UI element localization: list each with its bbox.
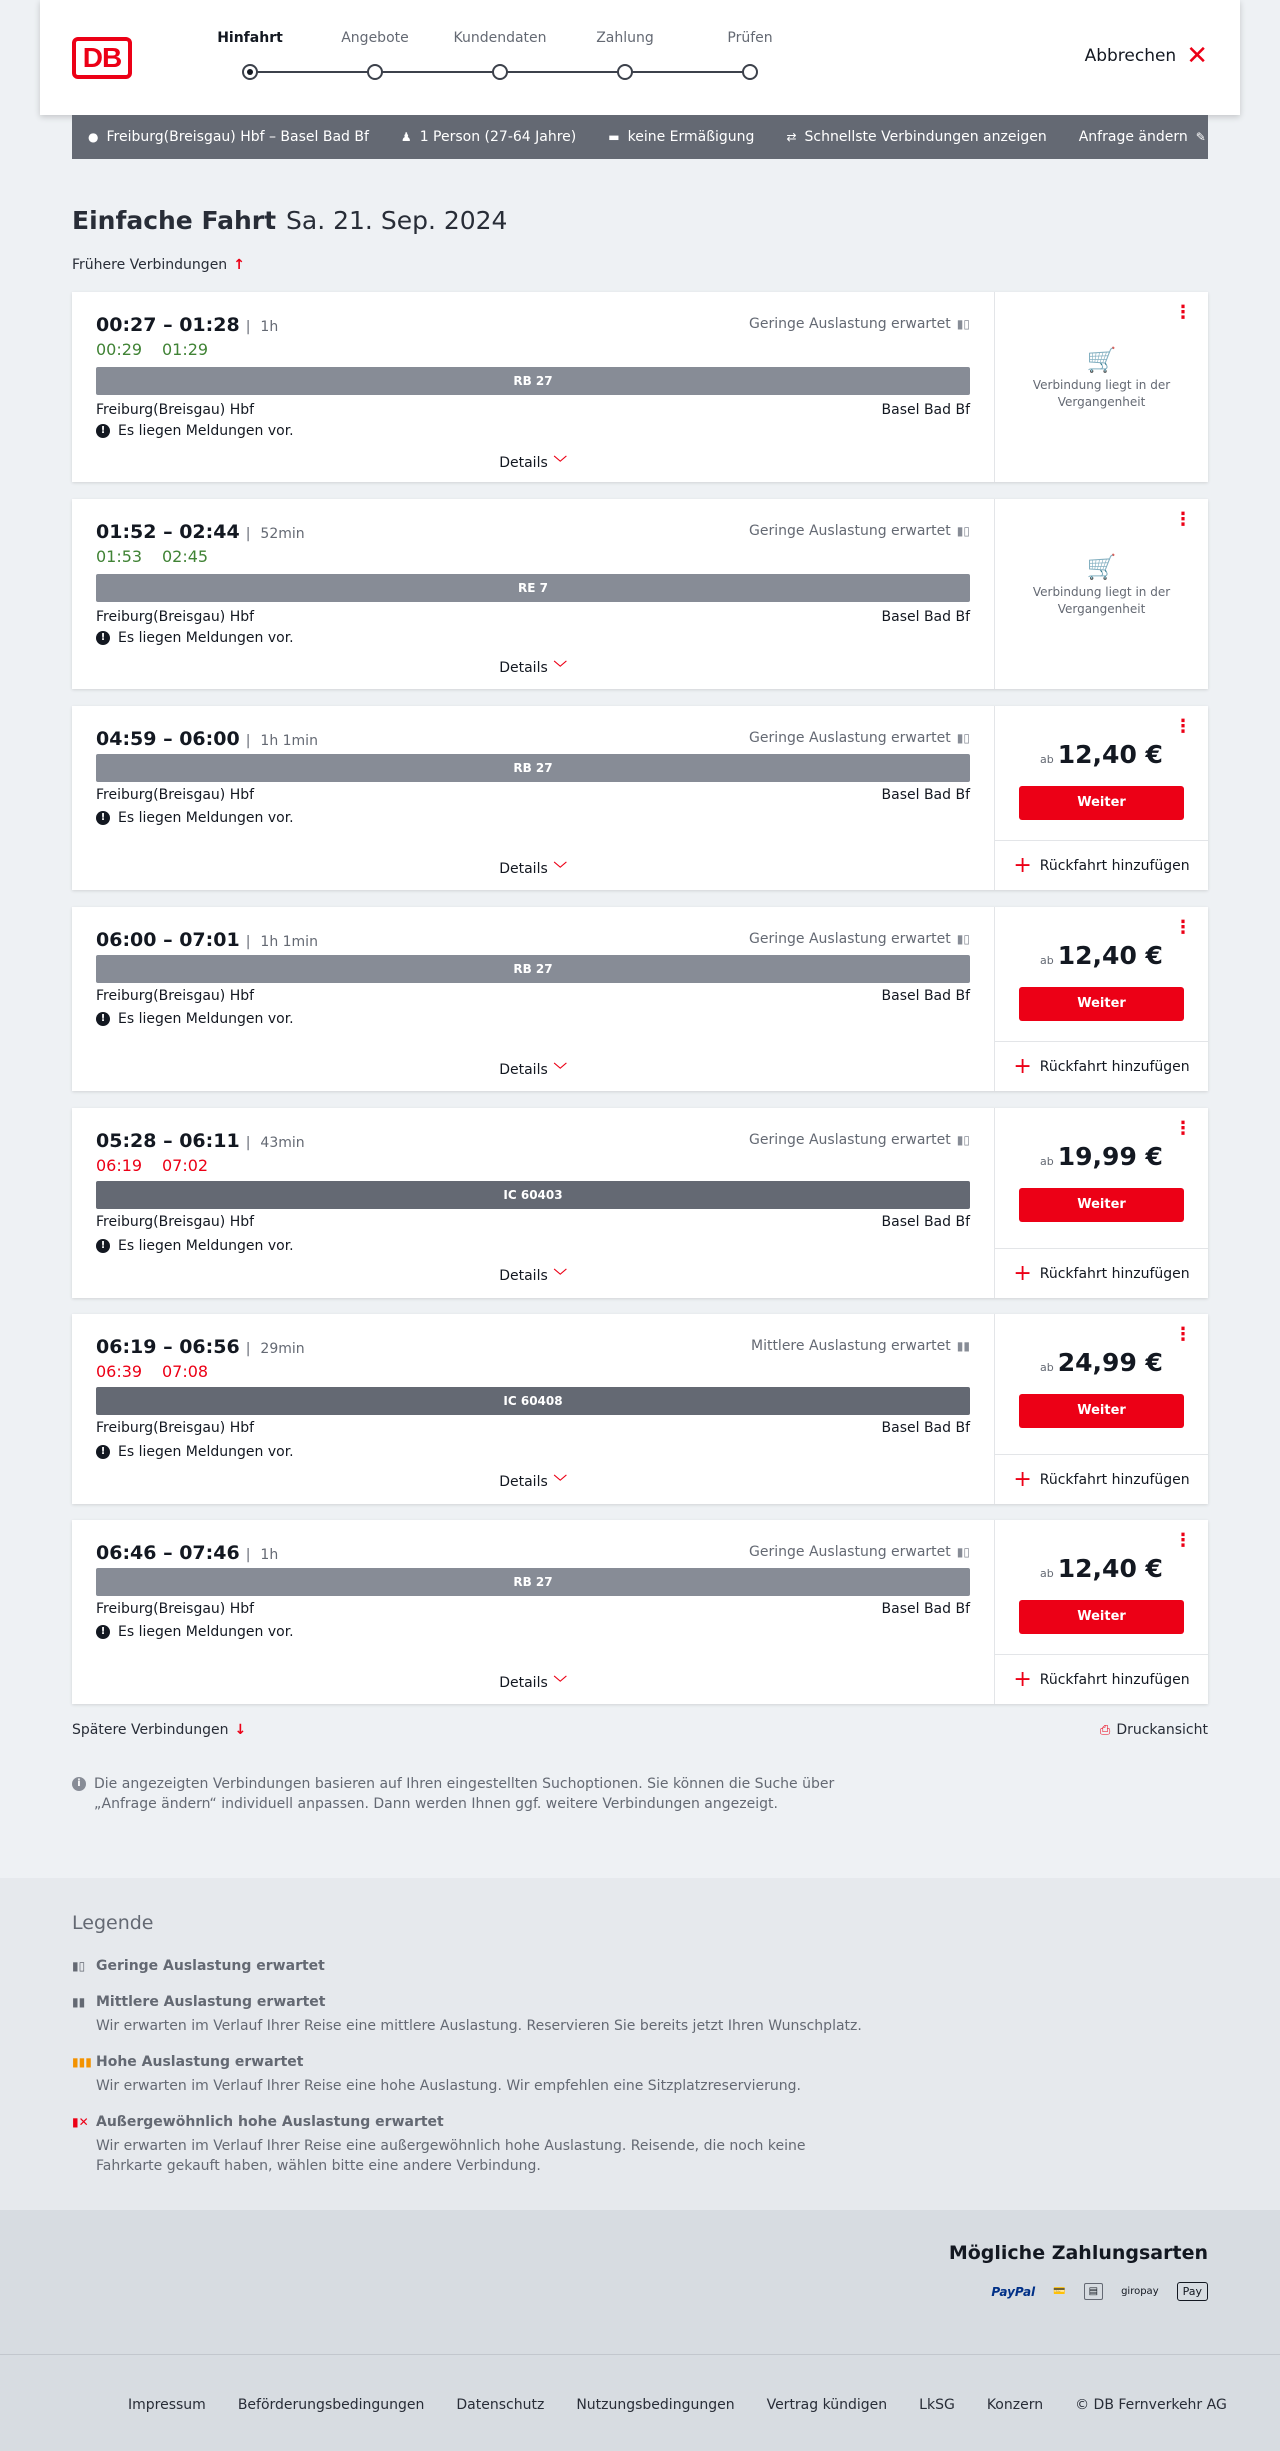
details-label: Details [499, 1268, 548, 1284]
add-return-label: Rückfahrt hinzufügen [1039, 1471, 1190, 1488]
route-summary [88, 129, 369, 145]
train-bar: RB 27 [96, 367, 970, 395]
more-menu-icon[interactable]: ⋮ [1174, 1530, 1192, 1551]
legend-item-low [72, 1958, 872, 1974]
times-text: 04:59 – 06:00 [96, 728, 240, 750]
chevron-down-icon: ﹀ [553, 862, 567, 877]
cancel-button[interactable] [1084, 41, 1208, 71]
price-prefix: ab [1040, 1155, 1054, 1168]
person-icon: ♟ [400, 130, 412, 144]
print-view-link[interactable] [1100, 1722, 1208, 1738]
info-text: Die angezeigten Verbindungen basieren auf Ihren eingestellten Suchoptionen. Sie können die Suche über „Anfrage ändern“ individuell anpassen. Dann werden Ihnen ggf. weitere Verbindungen angezeigt. [94, 1776, 835, 1812]
from-station: Freiburg(Breisgau) Hbf [96, 1214, 255, 1230]
add-return-label: Rückfahrt hinzufügen [1039, 1671, 1190, 1688]
footer-link-datenschutz[interactable]: Datenschutz [456, 2397, 545, 2413]
connection-info [72, 907, 994, 1091]
realtime-times [96, 1156, 228, 1175]
price-prefix: ab [1040, 1361, 1054, 1374]
load-text: Geringe Auslastung erwartet [749, 1132, 951, 1148]
to-station: Basel Bad Bf [881, 787, 970, 803]
occupancy-high-icon: ▮▮▮ [72, 2055, 92, 2069]
step-label: Angebote [341, 30, 409, 46]
step-dot [742, 64, 758, 80]
notice-text: Es liegen Meldungen vor. [118, 810, 294, 826]
stations [96, 988, 970, 1004]
plus-icon: + [1013, 1466, 1032, 1492]
alert-icon: ! [96, 1239, 110, 1253]
price-prefix: ab [1040, 1567, 1054, 1580]
connection-offer [994, 292, 1208, 482]
arrow-up-icon: ↑ [233, 257, 245, 273]
price [995, 740, 1208, 769]
step-dot [367, 64, 383, 80]
load-text: Geringe Auslastung erwartet [749, 1544, 951, 1560]
chevron-down-icon: ﹀ [553, 1676, 567, 1691]
legend-item-desc: Wir erwarten im Verlauf Ihrer Reise eine hohe Auslastung. Wir empfehlen eine Sitzplatzreservierung. [96, 2078, 801, 2094]
legend-item-desc: Wir erwarten im Verlauf Ihrer Reise eine außergewöhnlich hohe Auslastung. Reisende, die noch keine Fahrkarte gekauft haben, wählen bitte eine andere Verbindung. [96, 2138, 806, 2174]
realtime-arrival: 07:08 [162, 1362, 209, 1381]
step-pruefen [695, 28, 805, 80]
connection-times [96, 929, 318, 951]
alert-icon: ! [96, 424, 110, 438]
chevron-down-icon: ﹀ [553, 1475, 567, 1490]
notice-text: Es liegen Meldungen vor. [118, 423, 294, 439]
past-connection [995, 346, 1208, 411]
earlier-label: Frühere Verbindungen [72, 257, 228, 273]
load-indicator [749, 1132, 970, 1148]
discount-text: keine Ermäßigung [627, 129, 755, 145]
add-return-button[interactable] [995, 1654, 1208, 1704]
cart-disabled-icon: 🛒 [1086, 553, 1117, 581]
add-return-label: Rückfahrt hinzufügen [1039, 1058, 1190, 1075]
load-indicator [751, 1338, 970, 1354]
payment-section [0, 2210, 1280, 2354]
connection-info [72, 1108, 994, 1298]
connection-card [72, 1108, 1208, 1298]
times-text: 05:28 – 06:11 [96, 1130, 240, 1152]
price-value: 12,40 € [1057, 941, 1163, 970]
load-indicator [749, 523, 970, 539]
close-icon: ✕ [1186, 41, 1208, 71]
price-value: 19,99 € [1057, 1142, 1163, 1171]
legend-item-extreme [72, 2114, 872, 2176]
times-text: 06:19 – 06:56 [96, 1336, 240, 1358]
realtime-departure: 01:53 [96, 547, 143, 566]
stations [96, 1420, 970, 1436]
add-return-button[interactable] [995, 1041, 1208, 1091]
price [995, 1554, 1208, 1583]
stations [96, 787, 970, 803]
duration: | 29min [246, 1341, 305, 1357]
step-angebote [320, 28, 430, 80]
chevron-down-icon: ﹀ [553, 1063, 567, 1078]
connection-offer [994, 1108, 1208, 1298]
legend-item-title: Außergewöhnlich hohe Auslastung erwartet [96, 2114, 444, 2130]
connection-card [72, 1314, 1208, 1504]
legend-item-desc: Wir erwarten im Verlauf Ihrer Reise eine mittlere Auslastung. Reservieren Sie bereits jetzt Ihren Wunschplatz. [96, 2018, 862, 2034]
occupancy-low-icon: ▮▯ [956, 932, 970, 946]
chevron-down-icon: ﹀ [553, 661, 567, 676]
step-dot [617, 64, 633, 80]
occupancy-medium-icon: ▮▮ [72, 1995, 86, 2009]
from-station: Freiburg(Breisgau) Hbf [96, 787, 255, 803]
realtime-arrival: 01:29 [162, 340, 209, 359]
past-connection [995, 553, 1208, 618]
continue-button[interactable]: Weiter [1019, 1600, 1184, 1634]
chevron-down-icon: ﹀ [553, 456, 567, 471]
apple-pay-label: Pay [1182, 2285, 1202, 2298]
notice [96, 1011, 294, 1027]
details-toggle[interactable] [72, 858, 994, 877]
apple-pay-icon [1177, 2282, 1208, 2301]
chevron-down-icon: ﹀ [553, 1269, 567, 1284]
plus-icon: + [1013, 1666, 1032, 1692]
to-station: Basel Bad Bf [881, 988, 970, 1004]
connection-times [96, 1542, 278, 1564]
footer-link-konzern[interactable]: Konzern [986, 2397, 1044, 2413]
sepa-icon: ▤ [1084, 2283, 1103, 2300]
connection-card [72, 907, 1208, 1091]
details-toggle[interactable] [72, 452, 994, 471]
plus-icon: + [1013, 1260, 1032, 1286]
load-indicator [749, 1544, 970, 1560]
stations [96, 609, 970, 625]
trip-date: Sa. 21. Sep. 2024 [286, 206, 508, 235]
load-text: Geringe Auslastung erwartet [749, 316, 951, 332]
footer-copyright: © DB Fernverkehr AG [1075, 2397, 1227, 2413]
to-station: Basel Bad Bf [881, 1601, 970, 1617]
times-text: 01:52 – 02:44 [96, 521, 240, 543]
footer [0, 2354, 1280, 2451]
more-menu-icon[interactable]: ⋮ [1174, 1324, 1192, 1345]
duration: | 52min [246, 526, 305, 542]
details-label: Details [499, 1474, 548, 1490]
step-dot [492, 64, 508, 80]
legend-item-title: Geringe Auslastung erwartet [96, 1958, 325, 1974]
load-text: Geringe Auslastung erwartet [749, 931, 951, 947]
times-text: 06:00 – 07:01 [96, 929, 240, 951]
add-return-button[interactable] [995, 1454, 1208, 1504]
occupancy-low-icon: ▮▯ [956, 1545, 970, 1559]
price-prefix: ab [1040, 753, 1054, 766]
step-label: Kundendaten [453, 30, 547, 46]
step-dot [242, 64, 258, 80]
payment-title: Mögliche Zahlungsarten [948, 2242, 1208, 2264]
step-kundendaten [445, 28, 555, 80]
occupancy-low-icon: ▮▯ [956, 317, 970, 331]
details-label: Details [499, 861, 548, 877]
giropay-icon [1121, 2286, 1159, 2297]
connection-offer [994, 706, 1208, 890]
realtime-times [96, 1362, 228, 1381]
connection-offer [994, 1314, 1208, 1504]
price [995, 1142, 1208, 1171]
legend-item-title: Hohe Auslastung erwartet [96, 2054, 304, 2070]
notice [96, 630, 294, 646]
load-indicator [749, 730, 970, 746]
price-value: 12,40 € [1057, 740, 1163, 769]
connection-offer [994, 499, 1208, 689]
realtime-times [96, 340, 228, 359]
realtime-departure: 06:39 [96, 1362, 143, 1381]
travellers-text: 1 Person (27-64 Jahre) [419, 129, 577, 145]
edit-search-label: Anfrage ändern [1078, 129, 1188, 145]
occupancy-low-icon: ▮▯ [72, 1959, 86, 1973]
stations [96, 402, 970, 418]
discount-summary [608, 129, 754, 145]
load-indicator [749, 316, 970, 332]
more-menu-icon[interactable]: ⋮ [1174, 509, 1192, 530]
option-text: Schnellste Verbindungen anzeigen [804, 129, 1047, 145]
occupancy-low-icon: ▮▯ [956, 731, 970, 745]
notice-text: Es liegen Meldungen vor. [118, 1444, 294, 1460]
times-text: 00:27 – 01:28 [96, 314, 240, 336]
progress-steps [210, 28, 790, 88]
cart-disabled-icon: 🛒 [1086, 346, 1117, 374]
connection-info [72, 706, 994, 890]
connection-times [96, 1336, 305, 1358]
stations [96, 1214, 970, 1230]
more-menu-icon[interactable]: ⋮ [1174, 917, 1192, 938]
notice [96, 423, 294, 439]
legend-item-title: Mittlere Auslastung erwartet [96, 1994, 326, 2010]
price-value: 12,40 € [1057, 1554, 1163, 1583]
times-text: 06:46 – 07:46 [96, 1542, 240, 1564]
legend-section [0, 1878, 1280, 2210]
notice-text: Es liegen Meldungen vor. [118, 1624, 294, 1640]
step-label: Hinfahrt [217, 30, 283, 46]
price-value: 24,99 € [1057, 1348, 1163, 1377]
from-station: Freiburg(Breisgau) Hbf [96, 1420, 255, 1436]
header [40, 0, 1240, 115]
connection-times [96, 314, 278, 336]
train-bar: RB 27 [96, 1568, 970, 1596]
alert-icon: ! [96, 1445, 110, 1459]
footer-link-nutzungsbedingungen[interactable]: Nutzungsbedingungen [576, 2397, 735, 2413]
connection-times [96, 521, 305, 543]
legend-item-medium [72, 1994, 872, 2036]
details-toggle[interactable] [72, 1265, 994, 1284]
footer-link-impressum[interactable]: Impressum [128, 2397, 206, 2413]
footer-links [128, 2397, 1227, 2413]
realtime-departure: 06:19 [96, 1156, 143, 1175]
past-text: Verbindung liegt in der Vergangenheit [1032, 585, 1171, 616]
cancel-label: Abbrechen [1084, 46, 1177, 66]
add-return-label: Rückfahrt hinzufügen [1039, 1265, 1190, 1282]
add-return-label: Rückfahrt hinzufügen [1039, 857, 1190, 874]
later-connections-link[interactable] [72, 1722, 246, 1738]
legend-item-high [72, 2054, 872, 2096]
more-menu-icon[interactable]: ⋮ [1174, 716, 1192, 737]
footer-link-befoerderungsbedingungen[interactable]: Beförderungsbedingungen [237, 2397, 425, 2413]
pencil-icon: ✎ [1195, 130, 1206, 144]
connection-offer [994, 1520, 1208, 1704]
print-label: Druckansicht [1116, 1722, 1208, 1738]
alert-icon: ! [96, 1012, 110, 1026]
details-toggle[interactable] [72, 657, 994, 676]
card-icon: ▬ [608, 130, 620, 144]
location-pin-icon: ● [88, 130, 99, 144]
to-station: Basel Bad Bf [881, 609, 970, 625]
option-summary [786, 129, 1046, 145]
duration: | 43min [246, 1135, 305, 1151]
notice [96, 810, 294, 826]
payment-methods [991, 2282, 1208, 2301]
notice [96, 1624, 294, 1640]
load-text: Mittlere Auslastung erwartet [750, 1338, 951, 1354]
add-return-button[interactable] [995, 840, 1208, 890]
more-menu-icon[interactable]: ⋮ [1174, 1118, 1192, 1139]
db-logo[interactable]: DB [72, 37, 132, 79]
arrow-down-icon: ↓ [234, 1722, 247, 1738]
details-label: Details [499, 455, 548, 471]
details-label: Details [499, 1062, 548, 1078]
occupancy-extreme-icon: ▮✕ [72, 2115, 89, 2129]
to-station: Basel Bad Bf [881, 1420, 970, 1436]
to-station: Basel Bad Bf [881, 1214, 970, 1230]
notice-text: Es liegen Meldungen vor. [118, 630, 294, 646]
footer-link-vertrag-kuendigen[interactable]: Vertrag kündigen [766, 2397, 888, 2413]
footer-link-lksg[interactable]: LkSG [919, 2397, 955, 2413]
connection-card [72, 499, 1208, 689]
details-toggle[interactable] [72, 1059, 994, 1078]
train-bar: RB 27 [96, 955, 970, 983]
load-indicator [749, 931, 970, 947]
price-prefix: ab [1040, 954, 1054, 967]
price [995, 1348, 1208, 1377]
realtime-departure: 00:29 [96, 340, 143, 359]
later-label: Spätere Verbindungen [72, 1722, 229, 1738]
occupancy-medium-icon: ▮▮ [956, 1339, 970, 1353]
info-note [72, 1774, 852, 1814]
connection-card [72, 706, 1208, 890]
connection-info [72, 1520, 994, 1704]
add-return-button[interactable] [995, 1248, 1208, 1298]
printer-icon: ⎙ [1099, 1722, 1111, 1738]
plus-icon: + [1013, 852, 1032, 878]
details-label: Details [499, 1675, 548, 1691]
duration: | 1h [246, 319, 279, 335]
from-station: Freiburg(Breisgau) Hbf [96, 402, 255, 418]
duration: | 1h 1min [246, 934, 318, 950]
notice [96, 1444, 294, 1460]
details-toggle[interactable] [72, 1471, 994, 1490]
duration: | 1h [246, 1547, 279, 1563]
details-toggle[interactable] [72, 1672, 994, 1691]
plus-icon: + [1013, 1053, 1032, 1079]
load-text: Geringe Auslastung erwartet [749, 523, 951, 539]
route-text: Freiburg(Breisgau) Hbf – Basel Bad Bf [106, 129, 369, 145]
price [995, 941, 1208, 970]
occupancy-low-icon: ▮▯ [956, 524, 970, 538]
train-bar: IC 60403 [96, 1181, 970, 1209]
trip-type: Einfache Fahrt [72, 206, 277, 235]
search-summary-bar [72, 115, 1208, 159]
continue-button[interactable]: Weiter [1019, 786, 1184, 820]
notice-text: Es liegen Meldungen vor. [118, 1011, 294, 1027]
notice [96, 1238, 294, 1254]
connection-offer [994, 907, 1208, 1091]
connection-info [72, 499, 994, 689]
giropay-label: giropay [1121, 2286, 1159, 2297]
continue-button[interactable]: Weiter [1019, 987, 1184, 1021]
train-bar: RE 7 [96, 574, 970, 602]
connection-info [72, 292, 994, 482]
info-icon: i [72, 1777, 86, 1791]
step-label: Zahlung [596, 30, 654, 46]
connection-times [96, 728, 318, 750]
earlier-connections-link[interactable] [72, 257, 245, 273]
details-label: Details [499, 660, 548, 676]
connection-card [72, 292, 1208, 482]
paypal-icon: PayPal [991, 2284, 1036, 2299]
duration: | 1h 1min [246, 733, 318, 749]
realtime-arrival: 07:02 [162, 1156, 209, 1175]
edit-search-button[interactable] [1079, 129, 1206, 145]
legend-title: Legende [72, 1912, 154, 1934]
continue-button[interactable]: Weiter [1019, 1394, 1184, 1428]
from-station: Freiburg(Breisgau) Hbf [96, 1601, 255, 1617]
to-station: Basel Bad Bf [881, 402, 970, 418]
step-label: Prüfen [727, 30, 773, 46]
realtime-times [96, 547, 228, 566]
page-title [72, 206, 507, 235]
connection-info [72, 1314, 994, 1504]
past-text: Verbindung liegt in der Vergangenheit [1032, 378, 1171, 409]
from-station: Freiburg(Breisgau) Hbf [96, 609, 255, 625]
alert-icon: ! [96, 811, 110, 825]
step-zahlung [570, 28, 680, 80]
continue-button[interactable]: Weiter [1019, 1188, 1184, 1222]
occupancy-low-icon: ▮▯ [956, 1133, 970, 1147]
train-bar: RB 27 [96, 754, 970, 782]
step-hinfahrt[interactable] [195, 28, 305, 80]
realtime-arrival: 02:45 [162, 547, 209, 566]
credit-card-icon: 💳 [1053, 2286, 1066, 2297]
train-bar: IC 60408 [96, 1387, 970, 1415]
connection-times [96, 1130, 305, 1152]
alert-icon: ! [96, 631, 110, 645]
load-text: Geringe Auslastung erwartet [749, 730, 951, 746]
from-station: Freiburg(Breisgau) Hbf [96, 988, 255, 1004]
notice-text: Es liegen Meldungen vor. [118, 1238, 294, 1254]
travellers-summary [401, 129, 576, 145]
stations [96, 1601, 970, 1617]
more-menu-icon[interactable]: ⋮ [1174, 302, 1192, 323]
connection-card [72, 1520, 1208, 1704]
swap-icon: ⇄ [786, 130, 797, 144]
alert-icon: ! [96, 1625, 110, 1639]
